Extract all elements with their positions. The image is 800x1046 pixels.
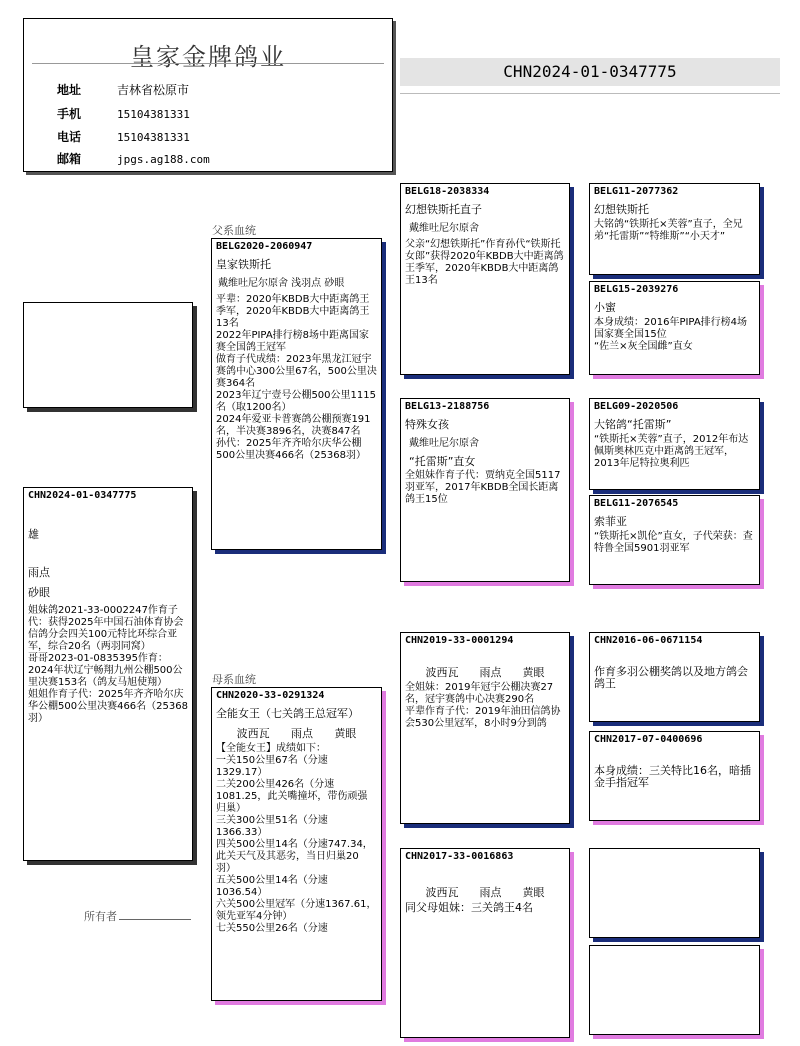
sds-ring: BELG09-2020506 [594, 401, 679, 412]
dam-sire-traits [401, 662, 569, 682]
sds-card [589, 398, 760, 490]
dam-dam-card [400, 848, 570, 1038]
ssd-notes: 本身成绩：2016年PIPA排行榜4场国家赛全国15位 “佐兰×灰全国雌”直女 [594, 317, 748, 352]
sire-sire-name: 幻想铁斯托直子 [405, 203, 482, 216]
dam-sire-ring: CHN2019-33-0001294 [405, 635, 514, 646]
sire-ring: BELG2020-2060947 [216, 241, 313, 252]
dam-pattern: 雨点 [290, 727, 313, 740]
sss-notes: 大铭鸽“铁斯托×芙蓉”直子，全兄弟“托雷斯”“特维斯”“小天才” [594, 219, 743, 242]
dam-dam-color: 波西瓦 [425, 886, 459, 899]
sire-dam-name: 特殊女孩 [405, 418, 449, 431]
dam-dam-traits [401, 882, 569, 902]
pigeon-photo [23, 302, 193, 408]
mobile-row [57, 105, 190, 122]
phone-label: 电话 [57, 130, 82, 144]
dam-sire-pattern: 雨点 [479, 666, 502, 679]
dss-ring: CHN2016-06-0671154 [594, 635, 703, 646]
divider [400, 93, 780, 94]
dam-sire-color: 波西瓦 [425, 666, 459, 679]
sire-name: 皇家铁斯托 [216, 258, 271, 271]
subject-card [23, 487, 193, 861]
ddd-card-empty [589, 945, 760, 1035]
dam-traits [212, 723, 381, 743]
subject-color: 雨点 [28, 566, 50, 579]
sss-ring: BELG11-2077362 [594, 186, 679, 197]
email-label: 邮箱 [57, 152, 82, 166]
dsd-notes: 本身成绩：三关特比16名，暗插金手指冠军 [594, 764, 751, 789]
dam-line-label: 母系血统 [212, 673, 256, 686]
phone-row [57, 128, 190, 145]
sire-notes: 平辈：2020年KBDB大中距离鸽王季军，2020年KBDB大中距离鸽王13名 2022年PIPA排行榜8场中距离国家赛全国鸽王冠军 做育子代成绩：2023年黑龙江冠宇赛鸽中心300公里67名，500公里决赛364名 2023年辽宁壹号公棚500公里1115名（取1200名） 2024年爱亚卡普赛鸽公棚预赛191名，半决赛3896名，决赛847名 孙代：2025年齐齐哈尔庆华公棚500公里决赛466名（25368羽） [216, 294, 377, 461]
sire-dam-card [400, 398, 570, 582]
farm-name: 皇家金牌鸽业 [130, 43, 286, 71]
sdd-card [589, 495, 760, 585]
dam-sire-card [400, 632, 570, 824]
address-label: 地址 [57, 83, 82, 97]
dam-sire-eye: 黄眼 [522, 666, 545, 679]
sire-sire-strain: 戴维吐尼尔原舍 [409, 223, 479, 234]
dam-ring: CHN2020-33-0291324 [216, 690, 325, 701]
address-row [57, 81, 189, 98]
dsd-ring: CHN2017-07-0400696 [594, 734, 703, 745]
dam-card [211, 687, 382, 1001]
phone-value: 15104381331 [117, 131, 190, 144]
sire-sire-card [400, 183, 570, 375]
sire-sire-notes: 父亲“幻想铁斯托”作育孙代“铁斯托女郎”获得2020年KBDB大中距离鸽王季军，2020年KBDB大中距离鸽王13名 [405, 239, 564, 286]
subject-notes: 姐妹鸽2021-33-0002247作育子代：获得2025年中国石油体育协会信鸽分会四关100元特比环综合亚军，综合20名（两羽同窝） 哥哥2023-01-0835395作育：2024年状辽宁畅翔九州公棚500公里决赛153名（鸽友马旭使翔） 姐姐作育子代：2025年齐齐哈尔庆华公棚500公里决赛466名（25368羽） [28, 605, 188, 724]
owner-label: 所有者 [84, 910, 117, 923]
divider [32, 63, 384, 64]
sdd-ring: BELG11-2076545 [594, 498, 679, 509]
mobile-label: 手机 [57, 107, 82, 121]
dss-notes: 作育多羽公棚奖鸽以及地方鸽会鸽王 [594, 665, 748, 690]
sdd-name: 索菲亚 [594, 515, 627, 528]
ssd-ring: BELG15-2039276 [594, 284, 679, 295]
dam-notes: 【全能女王】成绩如下： 一关150公里67名（分速1329.17） 二关200公里426名（分速1081.25，此关嘴撞坏，带伤顽强归巢） 三关300公里51名（分速1366.33） 四关500公里14名（分速747.34，此关天气及其恶劣，当日归巢20羽） 五关500公里14名（分速1036.54） 六关500公里冠军（分速1367.61，领先亚军4分钟） 七关550公里26名（分速 [216, 743, 377, 934]
ring-number-banner: CHN2024-01-0347775 [400, 58, 780, 86]
sss-name: 幻想铁斯托 [594, 203, 649, 216]
sss-card [589, 183, 760, 275]
dsd-card [589, 731, 760, 821]
sire-sire-ring: BELG18-2038334 [405, 186, 490, 197]
sds-name: 大铭鸽“托雷斯” [594, 418, 672, 431]
subject-eye: 砂眼 [28, 586, 50, 599]
subject-ring: CHN2024-01-0347775 [28, 490, 137, 501]
sds-notes: “铁斯托×芙蓉”直子，2012年布达佩斯奥林匹克中距离鸽王冠军，2013年尼特拉奥利匹 [594, 434, 749, 469]
sire-dam-sub: “托雷斯”直女 [409, 455, 476, 468]
email-value: jpgs.ag188.com [117, 153, 210, 166]
dds-card-empty [589, 848, 760, 938]
dam-name: 全能女王（七关鸽王总冠军） [216, 707, 359, 720]
dam-dam-pattern: 雨点 [479, 886, 502, 899]
ssd-name: 小蜜 [594, 301, 616, 314]
address-value: 吉林省松原市 [117, 83, 190, 97]
subject-sex: 雄 [28, 528, 39, 541]
ssd-card [589, 281, 760, 375]
dam-color: 波西瓦 [236, 727, 270, 740]
owner-field [84, 908, 191, 924]
sire-line-label: 父系血统 [212, 224, 256, 237]
sire-card [211, 238, 382, 550]
sire-dam-ring: BELG13-2188756 [405, 401, 490, 412]
mobile-value: 15104381331 [117, 108, 190, 121]
dam-eye: 黄眼 [334, 727, 357, 740]
dam-dam-ring: CHN2017-33-0016863 [405, 851, 514, 862]
sire-strain: 戴维吐尼尔原舍 浅羽点 砂眼 [218, 278, 345, 289]
breeder-card [23, 18, 393, 172]
sdd-notes: “铁斯托×凯伦”直女，子代荣获：查特鲁全国5901羽亚军 [594, 531, 753, 554]
dam-sire-notes: 全姐妹：2019年冠宇公棚决赛27名，冠宇赛鸽中心决赛290名 平辈作育子代：2019年油田信鸽协会530公里冠军，8小时9分到鸽 [405, 682, 561, 729]
email-row [57, 150, 210, 167]
sire-dam-strain: 戴维吐尼尔原舍 [409, 438, 479, 449]
dam-dam-eye: 黄眼 [522, 886, 545, 899]
owner-line [119, 919, 191, 920]
dss-card [589, 632, 760, 722]
dam-dam-notes: 同父母姐妹：三关鸽王4名 [405, 901, 533, 914]
sire-dam-notes: 全姐妹作育子代：贾纳克全国5117羽亚军，2017年KBDB全国长距离鸽王15位 [405, 470, 561, 505]
